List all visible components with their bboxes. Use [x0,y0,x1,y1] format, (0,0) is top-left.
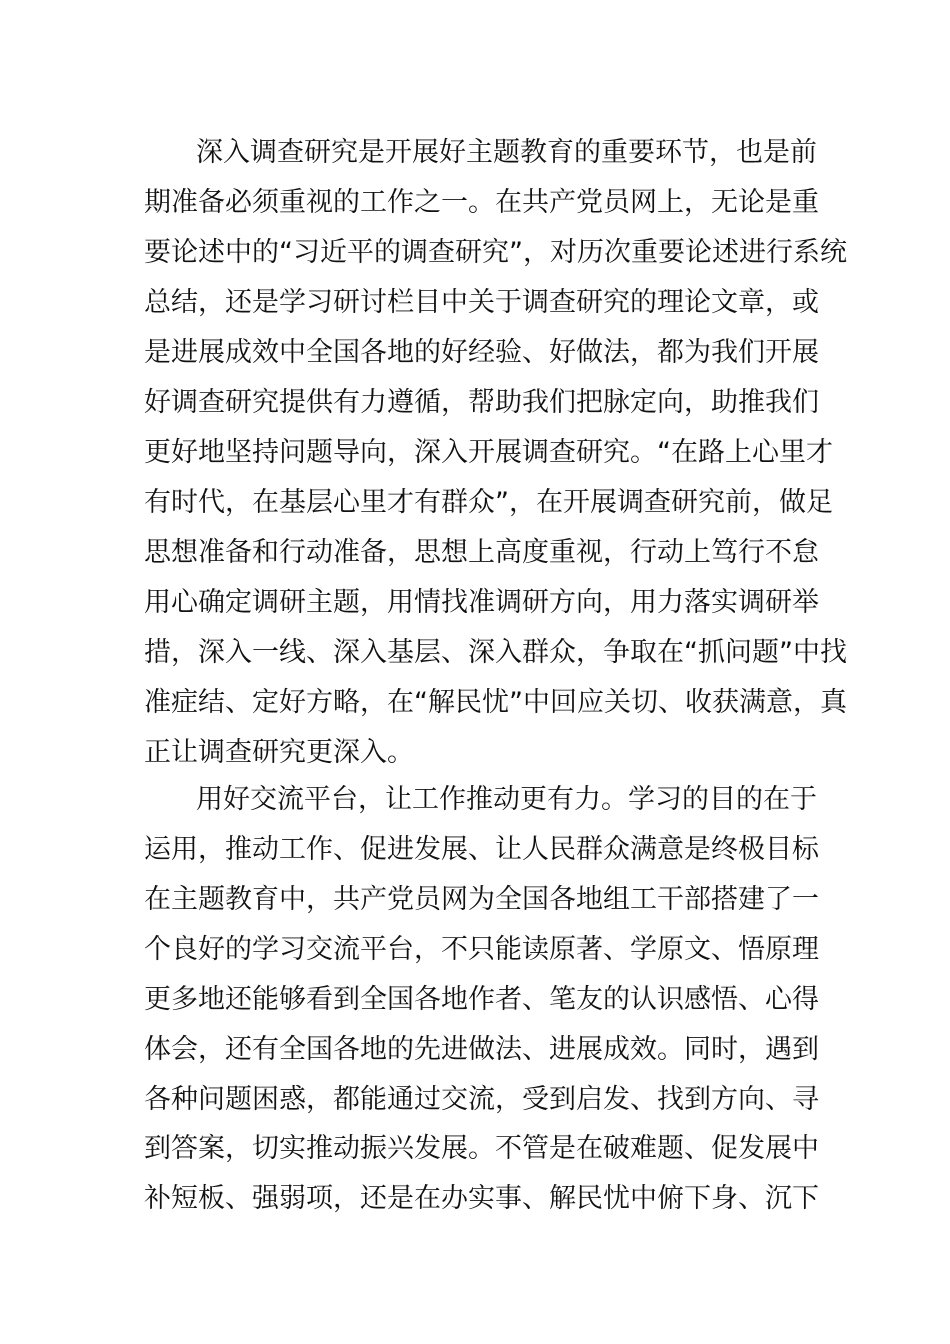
paragraph-line: 各种问题困惑，都能通过交流，受到启发、找到方向、寻 [144,1084,819,1115]
paragraph-line: 更多地还能够看到全国各地作者、笔友的认识感悟、心得 [144,984,819,1015]
paragraph-line: 准症结、定好方略，在“解民忧”中回应关切、收获满意，真 [144,687,847,718]
paragraph-line: 运用，推动工作、促进发展、让人民群众满意是终极目标 [144,834,819,865]
paragraph-line: 好调查研究提供有力遵循，帮助我们把脉定向，助推我们 [144,387,819,418]
paragraph-line: 正让调查研究更深入。 [144,737,414,768]
paragraph-line: 到答案，切实推动振兴发展。不管是在破难题、促发展中 [144,1133,819,1164]
paragraph-line: 总结，还是学习研讨栏目中关于调查研究的理论文章，或 [144,287,819,318]
paragraph-line: 思想准备和行动准备，思想上高度重视，行动上笃行不怠 [144,537,819,568]
paragraph-line: 在主题教育中，共产党员网为全国各地组工干部搭建了一 [144,884,819,915]
paragraph-line: 措，深入一线、深入基层、深入群众，争取在“抓问题”中找 [144,637,847,668]
paragraph-line: 期准备必须重视的工作之一。在共产党员网上，无论是重 [144,187,819,218]
paragraph-line: 用好交流平台，让工作推动更有力。学习的目的在于 [196,784,817,815]
paragraph-line: 用心确定调研主题，用情找准调研方向，用力落实调研举 [144,587,819,618]
paragraph-line: 更好地坚持问题导向，深入开展调查研究。“在路上心里才 [144,437,833,468]
paragraph-line: 有时代，在基层心里才有群众”，在开展调查研究前，做足 [144,487,833,518]
paragraph-line: 是进展成效中全国各地的好经验、好做法，都为我们开展 [144,337,819,368]
paragraph-line: 补短板、强弱项，还是在办实事、解民忧中俯下身、沉下 [144,1183,819,1214]
paragraph-line: 个良好的学习交流平台，不只能读原著、学原文、悟原理 [144,934,819,965]
paragraph-line: 要论述中的“习近平的调查研究”，对历次重要论述进行系统 [144,237,847,268]
paragraph-line: 体会，还有全国各地的先进做法、进展成效。同时，遇到 [144,1034,819,1065]
paragraph-line: 深入调查研究是开展好主题教育的重要环节，也是前 [196,137,817,168]
